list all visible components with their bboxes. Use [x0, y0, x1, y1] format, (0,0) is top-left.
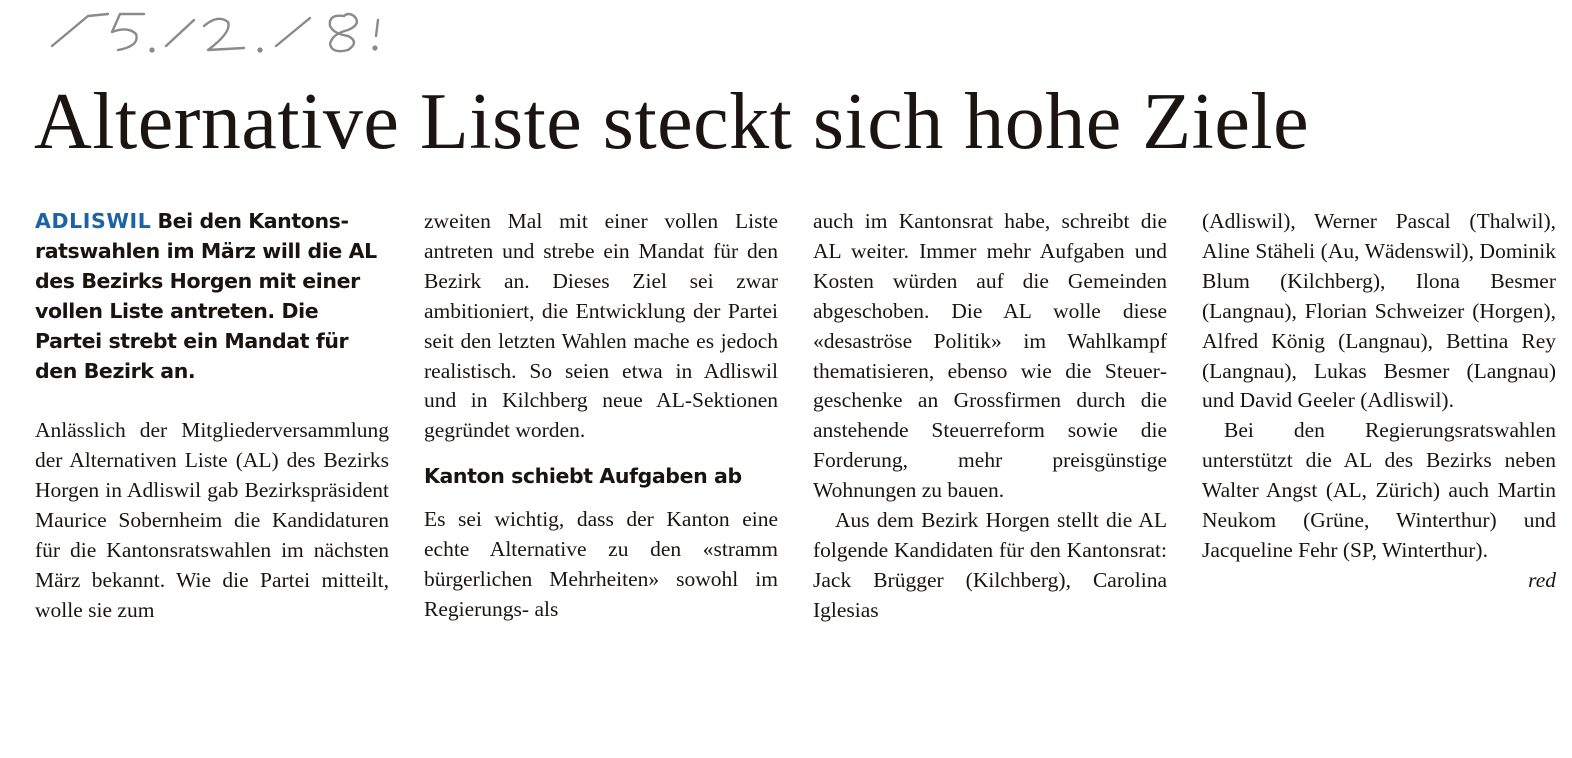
- author-signature: red: [1528, 567, 1556, 592]
- handwritten-date-text: 15.12.18.: [48, 6, 53, 7]
- body-paragraph-4-end: (Adliswil), Werner Pascal (Thalwil), Aline Stäheli (Au, Wädenswil), Dominik Blum (Kilchberg), Ilona Besmer (Langnau), Florian Schweizer (Horgen), Alfred König (Langnau), Bettina Rey (Langnau), Lukas Besmer (Langnau) und David Geeler (Adliswil).: [1202, 209, 1556, 413]
- column-1: [35, 207, 389, 626]
- column-2: [424, 207, 778, 625]
- column-3: [813, 207, 1167, 626]
- headline: Alternative Liste steckt sich hohe Ziele: [34, 78, 1310, 166]
- body-paragraph-3-end: auch im Kantonsrat habe, schreibt die AL weiter. Immer mehr Aufgaben und Kosten würden auf die Gemeinden abgeschoben. Die AL wolle diese «desaströse Politik» im Wahlkampf thematisieren, ebenso wie die Steuergeschenke an Grossfirmen durch die anstehende Steuerreform sowie die Forderung, mehr preisgünstige Wohnungen zu bauen.: [813, 209, 1167, 503]
- body-paragraph-3-start: Es sei wichtig, dass der Kanton eine echte Alternative zu den «stramm bürgerlichen Mehrheiten» sowohl im Regierungs- als: [424, 507, 778, 621]
- dateline: ADLISWIL: [35, 209, 152, 233]
- lead-paragraph: [35, 207, 389, 386]
- body-paragraph-1: Anlässlich der Mitgliederversammlung der Alternativen Liste (AL) des Bezirks Horgen in Adliswil gab Bezirkspräsident Maurice Sobernheim die Kandidaturen für die Kantonsratswahlen im nächsten März bekannt. Wie die Partei mitteilt, wolle sie zum: [35, 418, 389, 622]
- subheading: Kanton schiebt Aufgaben ab: [424, 464, 742, 489]
- body-paragraph-5: Bei den Regierungsratswahlen unterstützt die AL des Bezirks neben Walter Angst (AL, Zürich) auch Martin Neukom (Grüne, Winterthur) und Jacqueline Fehr (SP, Winterthur).: [1202, 418, 1556, 562]
- body-paragraph-2: zweiten Mal mit einer vollen Liste antreten und strebe ein Mandat für den Bezirk an. Dieses Ziel sei zwar ambitioniert, die Entwicklung der Partei seit den letzten Wahlen mache es jedoch realistisch. So seien etwa in Adliswil und in Kilchberg neue AL-Sektionen gegründet worden.: [424, 209, 778, 443]
- column-4: [1202, 207, 1556, 596]
- body-paragraph-4-start: Aus dem Bezirk Horgen stellt die AL folgende Kandidaten für den Kantonsrat: Jack Brügger (Kilchberg), Carolina Iglesias: [813, 508, 1167, 622]
- lead-text: Bei den Kantonsratswahlen im März will die AL des Bezirks Horgen mit einer vollen Liste antreten. Die Partei strebt ein Mandat für den Bezirk an.: [35, 209, 377, 383]
- handwritten-date: [48, 6, 388, 58]
